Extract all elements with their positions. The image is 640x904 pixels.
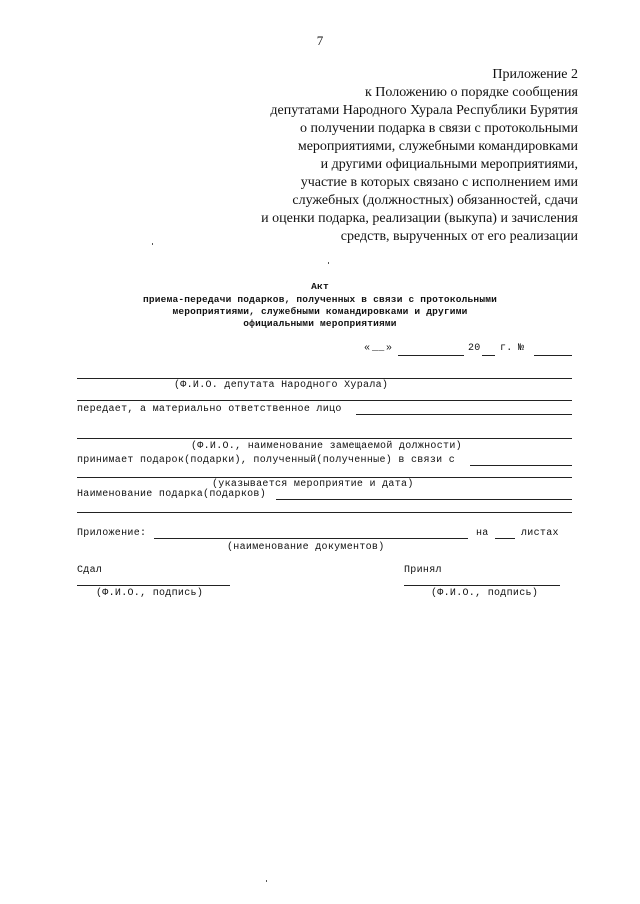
- act-number-field[interactable]: [534, 355, 572, 356]
- date-quote-close: »: [386, 343, 393, 354]
- appendix-line: средств, вырученных от его реализации: [340, 229, 578, 244]
- responsible-person-field[interactable]: [356, 414, 572, 415]
- date-year-suffix: г.: [500, 343, 513, 354]
- appendix-line: и оценки подарка, реализации (выкупа) и зачисления: [261, 211, 578, 226]
- event-field-2[interactable]: [77, 477, 572, 478]
- appendix-line: участие в которых связано с исполнением ими: [300, 175, 578, 190]
- act-title-line: мероприятиями, служебными командировками и другими: [172, 306, 468, 317]
- appendix-line: мероприятиями, служебными командировками: [297, 139, 578, 154]
- handed-over-label: Сдал: [77, 565, 103, 576]
- gift-name-field-2[interactable]: [77, 512, 572, 513]
- caption-responsible: (Ф.И.О., наименование замещаемой должности): [191, 441, 462, 452]
- attachment-field[interactable]: [154, 538, 468, 539]
- gift-name-label: Наименование подарка(подарков): [77, 489, 267, 500]
- accepted-signature-field[interactable]: [404, 585, 560, 586]
- caption-signature-right: (Ф.И.О., подпись): [431, 588, 539, 599]
- caption-event: (указывается мероприятие и дата): [212, 479, 414, 490]
- appendix-line: о получении подарка в связи с протокольными: [300, 121, 578, 136]
- date-year-prefix: 20: [468, 343, 481, 354]
- sheets-label: листах: [521, 528, 559, 539]
- appendix-line: служебных (должностных) обязанностей, сдачи: [292, 193, 578, 208]
- attachment-label: Приложение:: [77, 528, 147, 539]
- number-sign: №: [518, 343, 525, 354]
- act-title-line: приема-передачи подарков, полученных в связи с протокольными: [142, 294, 498, 305]
- caption-deputy: (Ф.И.О. депутата Народного Хурала): [174, 380, 389, 391]
- date-year-field[interactable]: [482, 355, 495, 356]
- scan-speck: [266, 880, 267, 882]
- date-quote-open: «: [364, 343, 371, 354]
- appendix-line: к Положению о порядке сообщения: [365, 85, 578, 100]
- responsible-person-field-2[interactable]: [77, 438, 572, 439]
- deputy-name-field-2[interactable]: [77, 400, 572, 401]
- appendix-line: и другими официальными мероприятиями,: [320, 157, 578, 172]
- page-number: 7: [316, 33, 324, 48]
- act-title-line: официальными мероприятиями: [243, 318, 397, 329]
- sheets-count-field[interactable]: [495, 538, 515, 539]
- date-day-blank: __: [372, 343, 385, 354]
- handed-over-signature-field[interactable]: [77, 585, 230, 586]
- deputy-name-field[interactable]: [77, 378, 572, 379]
- appendix-line: Приложение 2: [492, 67, 578, 82]
- transfers-label: передает, а материально ответственное лицо: [77, 404, 342, 415]
- accepted-label: Принял: [404, 565, 442, 576]
- accepts-label: принимает подарок(подарки), полученный(полученные) в связи с: [77, 455, 456, 466]
- scan-speck: [328, 262, 329, 264]
- act-title-line: Акт: [311, 281, 329, 292]
- scan-speck: [152, 243, 153, 245]
- gift-name-field[interactable]: [276, 499, 572, 500]
- caption-signature-left: (Ф.И.О., подпись): [96, 588, 204, 599]
- appendix-line: депутатами Народного Хурала Республики Бурятия: [270, 103, 578, 118]
- caption-documents: (наименование документов): [227, 542, 385, 553]
- date-month-field[interactable]: [398, 355, 464, 356]
- event-field[interactable]: [470, 465, 572, 466]
- on-label: на: [476, 528, 489, 539]
